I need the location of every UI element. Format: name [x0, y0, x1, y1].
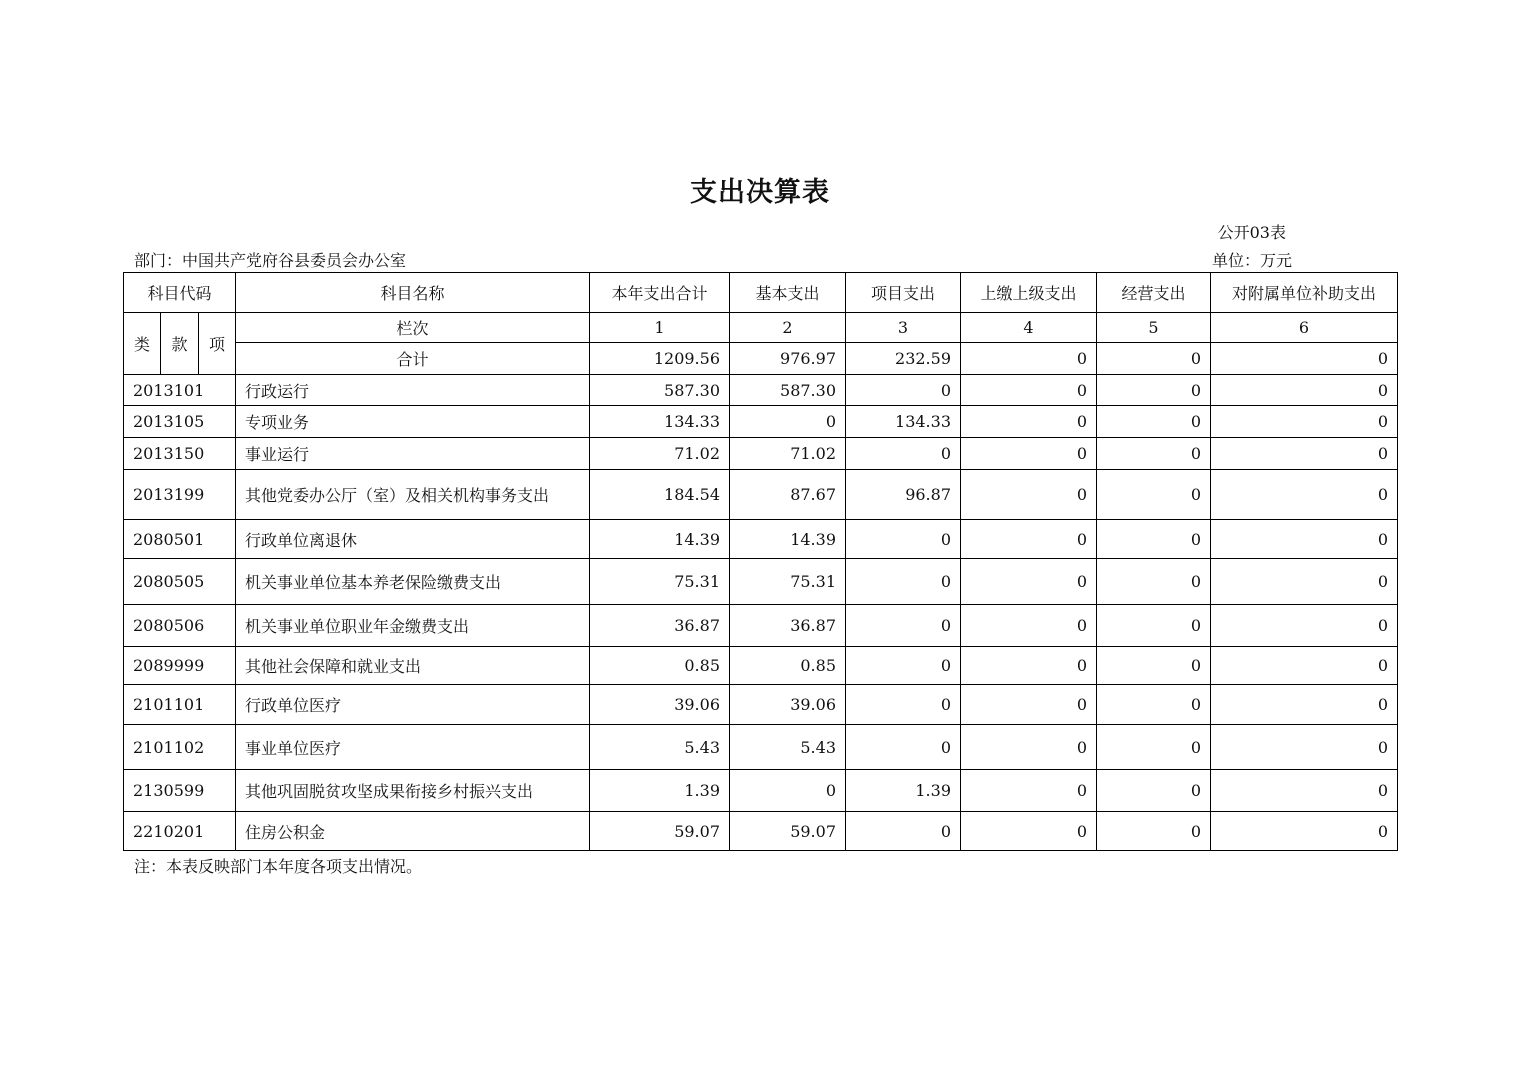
subject-name: 行政单位离退休: [236, 520, 590, 559]
subject-code: 2101101: [124, 685, 236, 725]
amount-cell: 71.02: [590, 438, 730, 470]
amount-cell: 587.30: [590, 375, 730, 406]
amount-cell: 0: [1211, 438, 1398, 470]
amount-cell: 587.30: [730, 375, 846, 406]
table-row: [124, 685, 1398, 725]
header-name: 科目名称: [236, 273, 590, 313]
amount-cell: 0: [1097, 605, 1211, 647]
amount-cell: 0: [846, 559, 961, 605]
column-number: 3: [846, 313, 961, 343]
amount-cell: 0: [961, 725, 1097, 770]
amount-cell: 0: [961, 438, 1097, 470]
subject-code: 2080505: [124, 559, 236, 605]
amount-cell: 0: [846, 812, 961, 851]
amount-cell: 0: [1097, 520, 1211, 559]
header-business: 经营支出: [1097, 273, 1211, 313]
header-code: 科目代码: [124, 273, 236, 313]
header-remit: 上缴上级支出: [961, 273, 1097, 313]
total-value: 0: [1097, 343, 1211, 375]
total-row: [124, 343, 1398, 375]
header-total: 本年支出合计: [590, 273, 730, 313]
amount-cell: 0.85: [730, 647, 846, 685]
amount-cell: 0: [1097, 375, 1211, 406]
amount-cell: 0: [961, 605, 1097, 647]
table-row: [124, 470, 1398, 520]
amount-cell: 0: [846, 438, 961, 470]
amount-cell: 0: [1211, 406, 1398, 438]
amount-cell: 36.87: [730, 605, 846, 647]
total-value: 0: [961, 343, 1097, 375]
header-row: [124, 273, 1398, 313]
amount-cell: 0: [1097, 470, 1211, 520]
amount-cell: 0: [961, 406, 1097, 438]
amount-cell: 0: [961, 685, 1097, 725]
subject-name: 行政运行: [236, 375, 590, 406]
subject-name: 机关事业单位职业年金缴费支出: [236, 605, 590, 647]
footnote: 注：本表反映部门本年度各项支出情况。: [134, 857, 423, 876]
subject-code: 2130599: [124, 770, 236, 812]
amount-cell: 0: [846, 520, 961, 559]
subject-name: 其他巩固脱贫攻坚成果衔接乡村振兴支出: [236, 770, 590, 812]
sub-header-kuan: 款: [161, 313, 199, 375]
total-label: 合计: [236, 343, 590, 375]
subject-code: 2013150: [124, 438, 236, 470]
amount-cell: 59.07: [730, 812, 846, 851]
amount-cell: 0: [846, 375, 961, 406]
table-row: [124, 559, 1398, 605]
amount-cell: 0: [1097, 725, 1211, 770]
column-number: 1: [590, 313, 730, 343]
amount-cell: 0: [1211, 559, 1398, 605]
amount-cell: 184.54: [590, 470, 730, 520]
table-row: [124, 812, 1398, 851]
amount-cell: 0: [1097, 770, 1211, 812]
column-number: 5: [1097, 313, 1211, 343]
table-row: [124, 406, 1398, 438]
amount-cell: 0: [846, 725, 961, 770]
subject-name: 其他社会保障和就业支出: [236, 647, 590, 685]
amount-cell: 0: [730, 770, 846, 812]
subject-code: 2080506: [124, 605, 236, 647]
amount-cell: 0: [1211, 812, 1398, 851]
amount-cell: 59.07: [590, 812, 730, 851]
amount-cell: 0: [961, 520, 1097, 559]
column-number-label: 栏次: [236, 313, 590, 343]
department-label: 部门：中国共产党府谷县委员会办公室: [134, 251, 407, 270]
sub-header-xiang: 项: [199, 313, 236, 375]
amount-cell: 75.31: [590, 559, 730, 605]
header-basic: 基本支出: [730, 273, 846, 313]
column-number: 2: [730, 313, 846, 343]
amount-cell: 0: [1097, 685, 1211, 725]
subject-name: 机关事业单位基本养老保险缴费支出: [236, 559, 590, 605]
amount-cell: 0: [1211, 770, 1398, 812]
table-row: [124, 725, 1398, 770]
amount-cell: 0: [1097, 812, 1211, 851]
amount-cell: 14.39: [590, 520, 730, 559]
header-subsidy: 对附属单位补助支出: [1211, 273, 1398, 313]
amount-cell: 0: [961, 470, 1097, 520]
amount-cell: 0: [730, 406, 846, 438]
amount-cell: 36.87: [590, 605, 730, 647]
amount-cell: 0: [1097, 647, 1211, 685]
amount-cell: 0: [1211, 605, 1398, 647]
expenditure-table: [123, 272, 1398, 851]
amount-cell: 14.39: [730, 520, 846, 559]
table-row: [124, 647, 1398, 685]
table-row: [124, 770, 1398, 812]
column-number-row: [124, 313, 1398, 343]
unit-label: 单位：万元: [1211, 251, 1292, 270]
amount-cell: 5.43: [730, 725, 846, 770]
total-value: 976.97: [730, 343, 846, 375]
sub-header-lei: 类: [124, 313, 161, 375]
subject-name: 行政单位医疗: [236, 685, 590, 725]
amount-cell: 87.67: [730, 470, 846, 520]
subject-code: 2101102: [124, 725, 236, 770]
amount-cell: 96.87: [846, 470, 961, 520]
amount-cell: 5.43: [590, 725, 730, 770]
subject-code: 2013199: [124, 470, 236, 520]
amount-cell: 0: [1211, 647, 1398, 685]
amount-cell: 0.85: [590, 647, 730, 685]
table-row: [124, 605, 1398, 647]
column-number: 6: [1211, 313, 1398, 343]
subject-name: 住房公积金: [236, 812, 590, 851]
amount-cell: 39.06: [730, 685, 846, 725]
table-row: [124, 520, 1398, 559]
table-row: [124, 375, 1398, 406]
subject-code: 2013105: [124, 406, 236, 438]
amount-cell: 134.33: [590, 406, 730, 438]
amount-cell: 0: [846, 605, 961, 647]
amount-cell: 0: [1097, 406, 1211, 438]
amount-cell: 0: [1097, 438, 1211, 470]
subject-name: 专项业务: [236, 406, 590, 438]
subject-name: 事业运行: [236, 438, 590, 470]
amount-cell: 0: [961, 559, 1097, 605]
table-row: [124, 438, 1398, 470]
amount-cell: 0: [1097, 559, 1211, 605]
subject-code: 2013101: [124, 375, 236, 406]
amount-cell: 0: [846, 647, 961, 685]
header-project: 项目支出: [846, 273, 961, 313]
amount-cell: 0: [1211, 375, 1398, 406]
total-value: 0: [1211, 343, 1398, 375]
amount-cell: 0: [961, 647, 1097, 685]
total-value: 1209.56: [590, 343, 730, 375]
amount-cell: 39.06: [590, 685, 730, 725]
amount-cell: 0: [1211, 685, 1398, 725]
subject-code: 2080501: [124, 520, 236, 559]
amount-cell: 0: [1211, 520, 1398, 559]
amount-cell: 1.39: [846, 770, 961, 812]
amount-cell: 1.39: [590, 770, 730, 812]
amount-cell: 0: [1211, 470, 1398, 520]
page-title: 支出决算表: [690, 177, 830, 208]
amount-cell: 0: [961, 812, 1097, 851]
amount-cell: 134.33: [846, 406, 961, 438]
total-value: 232.59: [846, 343, 961, 375]
column-number: 4: [961, 313, 1097, 343]
amount-cell: 71.02: [730, 438, 846, 470]
amount-cell: 75.31: [730, 559, 846, 605]
form-number: 公开03表: [1217, 223, 1286, 242]
subject-code: 2089999: [124, 647, 236, 685]
amount-cell: 0: [961, 770, 1097, 812]
amount-cell: 0: [1211, 725, 1398, 770]
subject-name: 其他党委办公厅（室）及相关机构事务支出: [236, 470, 590, 520]
amount-cell: 0: [961, 375, 1097, 406]
subject-name: 事业单位医疗: [236, 725, 590, 770]
amount-cell: 0: [846, 685, 961, 725]
subject-code: 2210201: [124, 812, 236, 851]
